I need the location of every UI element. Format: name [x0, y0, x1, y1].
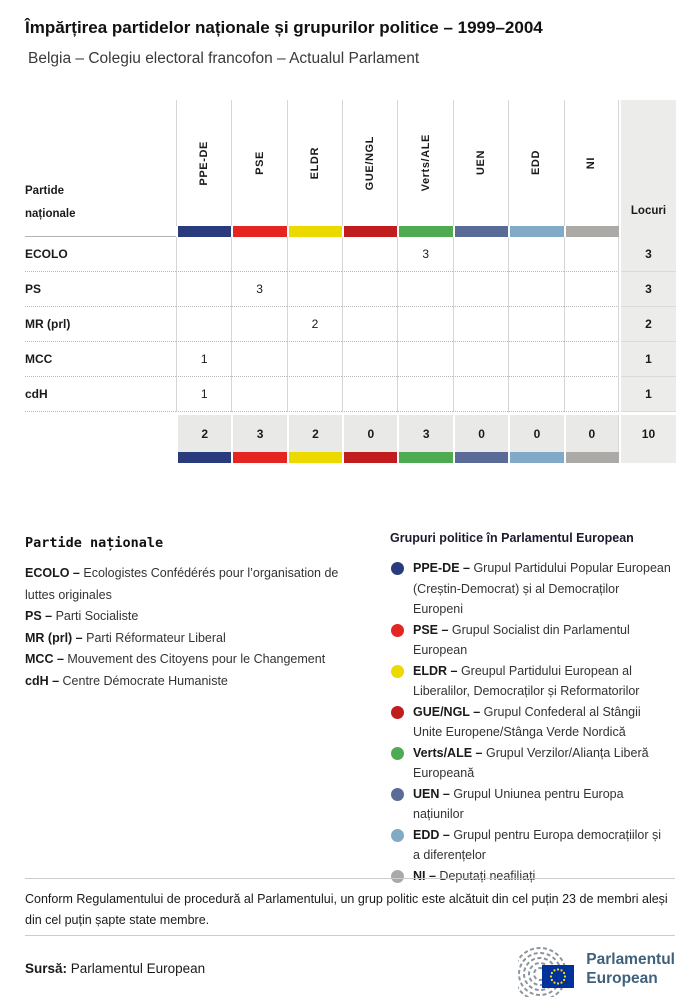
group-desc: Greupul Partidului European al Liberalilor, Democraților și Reformatorilor [413, 663, 640, 698]
party-desc: Ecologistes Confédérés pour l’organisation de luttes originales [25, 566, 339, 602]
column-header-gue-ngl [342, 100, 397, 226]
group-color-bar [508, 452, 563, 463]
locuri-cell: 2 [621, 307, 676, 342]
table-row [25, 342, 676, 377]
seat-cell [342, 342, 397, 377]
group-color-bar [453, 452, 508, 463]
seat-cell [564, 237, 619, 272]
party-desc: Mouvement des Citoyens pour le Changement [67, 652, 326, 666]
group-color-dot [391, 829, 404, 842]
table-row [25, 237, 676, 272]
group-abbr: EDD – [413, 827, 450, 842]
table-row [25, 272, 676, 307]
group-desc: Grupul Verzilor/Alianța Liberă Europeană [413, 745, 649, 780]
group-color-bar [287, 226, 342, 237]
group-legend-heading: Grupuri politice în Parlamentul European [390, 531, 634, 545]
seat-cell [397, 377, 452, 412]
locuri-cell: 1 [621, 377, 676, 412]
seat-cell [508, 377, 563, 412]
party-desc: Centre Démocrate Humaniste [62, 673, 228, 688]
seat-cell [287, 237, 342, 272]
header-color-bars [25, 226, 676, 237]
page-subtitle: Belgia – Colegiu electoral francofon – Actualul Parlament [28, 50, 420, 67]
column-header-uen [453, 100, 508, 226]
total-locuri-cell: 10 [621, 415, 676, 452]
table-row [25, 377, 676, 412]
totals-row [25, 415, 676, 452]
group-abbr: GUE/NGL – [413, 704, 481, 719]
group-color-bar [342, 452, 397, 463]
party-abbr: MCC – [25, 652, 64, 666]
row-label: MR (prl) [25, 307, 176, 342]
group-color-bar [508, 226, 563, 237]
group-color-bar [397, 452, 452, 463]
column-header-label: PSE [253, 151, 266, 175]
party-desc: Parti Socialiste [55, 609, 139, 623]
seat-cell [342, 272, 397, 307]
legend-item [390, 743, 678, 784]
left-header-label: Partide naționale [25, 185, 76, 220]
legend-item [390, 702, 678, 743]
seat-cell [397, 272, 452, 307]
source [25, 961, 205, 976]
source-label: Sursă: [25, 961, 68, 976]
seat-cell [397, 342, 452, 377]
locuri-column-fill [621, 452, 676, 463]
ep-logo-line2: European [586, 969, 658, 987]
row-label: MCC [25, 342, 176, 377]
column-header-eldr [287, 100, 342, 226]
locuri-header-cell: Locuri [621, 100, 676, 226]
seat-cell [342, 237, 397, 272]
ep-logo-line1: Parlamentul [586, 950, 675, 968]
seat-cell [231, 307, 286, 342]
group-color-bar [564, 452, 619, 463]
page-title: Împărțirea partidelor naționale și grupurilor politice – 1999–2004 [25, 18, 543, 37]
column-header-label: EDD [530, 150, 543, 176]
group-color-bar [176, 452, 231, 463]
group-legend [390, 531, 678, 886]
seat-cell [564, 272, 619, 307]
seat-cell [508, 342, 563, 377]
footer [25, 935, 675, 1001]
group-desc: Grupul Confederal al Stângii Unite Europene/Stânga Verde Nordică [413, 704, 641, 739]
party-desc: Parti Réformateur Liberal [86, 630, 226, 645]
totals-spacer [25, 415, 176, 452]
total-cell: 2 [176, 415, 231, 452]
group-color-dot [391, 706, 404, 719]
legend-item [390, 825, 678, 866]
party-abbr: cdH – [25, 673, 60, 688]
locuri-cell: 3 [621, 272, 676, 307]
group-color-dot [391, 747, 404, 760]
legend-item [390, 661, 678, 702]
group-color-bar [397, 226, 452, 237]
seat-cell [342, 307, 397, 342]
seat-cell [287, 342, 342, 377]
group-abbr: UEN – [413, 786, 450, 801]
row-label: ECOLO [25, 237, 176, 272]
legend-item [390, 558, 678, 620]
left-header-cell [25, 100, 176, 226]
footer-color-bars [25, 452, 676, 463]
table-header-row [25, 100, 676, 226]
legend-item [390, 620, 678, 661]
column-header-label: GUE/NGL [364, 135, 377, 191]
seat-cell: 3 [231, 272, 286, 307]
legend-item [25, 628, 365, 650]
seat-cell: 1 [176, 342, 231, 377]
group-desc: Grupul Uniunea pentru Europa națiunilor [413, 786, 624, 821]
seat-cell [287, 272, 342, 307]
party-abbr: MR (prl) – [25, 630, 83, 645]
seat-cell [342, 377, 397, 412]
column-header-label: ELDR [308, 146, 321, 180]
seat-cell [176, 237, 231, 272]
group-color-bar [564, 226, 619, 237]
group-abbr: PSE – [413, 622, 449, 637]
group-color-bar [342, 226, 397, 237]
group-color-dot [391, 624, 404, 637]
total-cell: 3 [397, 415, 452, 452]
group-color-bar [176, 226, 231, 237]
total-cell: 0 [508, 415, 563, 452]
seat-cell [231, 342, 286, 377]
column-header-label: Verts/ALE [419, 134, 432, 192]
total-cell: 0 [564, 415, 619, 452]
legend-item [25, 671, 365, 693]
seat-cell [508, 237, 563, 272]
seat-cell [453, 272, 508, 307]
seat-cell [176, 307, 231, 342]
group-desc: Grupul pentru Europa democrațiilor și a diferențelor [413, 827, 662, 862]
total-cell: 0 [453, 415, 508, 452]
party-abbr: PS – [25, 609, 53, 623]
seat-cell [508, 307, 563, 342]
seat-cell [453, 342, 508, 377]
seat-cell [397, 307, 452, 342]
group-desc: Grupul Socialist din Parlamentul European [413, 622, 630, 657]
group-color-dot [391, 665, 404, 678]
group-abbr: NI – [413, 868, 436, 883]
legend-item [390, 784, 678, 825]
seat-cell [231, 237, 286, 272]
column-header-ni [564, 100, 619, 226]
seat-cell [564, 377, 619, 412]
locuri-cell: 3 [621, 237, 676, 272]
ep-logo [518, 941, 675, 997]
legend-item [25, 649, 365, 671]
locuri-cell: 1 [621, 342, 676, 377]
column-header-label: UEN [475, 150, 488, 176]
column-header-verts-ale [397, 100, 452, 226]
seat-cell: 3 [397, 237, 452, 272]
seat-cell [287, 377, 342, 412]
row-label: PS [25, 272, 176, 307]
column-header-ppe-de [176, 100, 231, 226]
ep-logo-text [586, 950, 675, 988]
footer-bar-spacer [25, 452, 176, 463]
group-color-dot [391, 562, 404, 575]
source-text: Parlamentul European [70, 961, 206, 976]
group-color-dot [391, 788, 404, 801]
seat-cell [564, 307, 619, 342]
seat-cell [453, 307, 508, 342]
group-abbr: Verts/ALE – [413, 745, 483, 760]
seat-cell: 2 [287, 307, 342, 342]
group-abbr: PPE-DE – [413, 561, 470, 575]
group-desc: Deputați neafiliați [439, 868, 536, 883]
total-cell: 2 [287, 415, 342, 452]
group-color-bar [231, 226, 286, 237]
seat-cell [176, 272, 231, 307]
column-header-label: NI [585, 156, 598, 170]
footnote: Conform Regulamentului de procedură al Parlamentului, un grup politic este alcătuit din cel puțin 23 de membri aleși din cel puțin șapte state membre. [25, 878, 675, 931]
group-color-bar [453, 226, 508, 237]
party-legend-heading: Partide naționale [25, 535, 164, 551]
group-desc: Grupul Partidului Popular European (Creștin-Democrat) și al Democraților Europeni [413, 561, 671, 616]
seat-cell [453, 377, 508, 412]
party-legend [25, 535, 365, 692]
seats-table [25, 100, 676, 463]
total-cell: 0 [342, 415, 397, 452]
party-abbr: ECOLO – [25, 566, 80, 580]
column-header-label: PPE-DE [198, 140, 211, 186]
legend-item [25, 606, 365, 628]
header-underline [25, 226, 176, 237]
seat-cell [453, 237, 508, 272]
group-color-bar [231, 452, 286, 463]
column-header-pse [231, 100, 286, 226]
column-header-edd [508, 100, 563, 226]
legend-item [25, 563, 365, 606]
row-label: cdH [25, 377, 176, 412]
seat-cell [231, 377, 286, 412]
total-cell: 3 [231, 415, 286, 452]
seat-cell [508, 272, 563, 307]
locuri-column-fill [621, 226, 676, 237]
seat-cell [564, 342, 619, 377]
ep-hemicycle-icon [518, 941, 576, 997]
group-abbr: ELDR – [413, 663, 458, 678]
seat-cell: 1 [176, 377, 231, 412]
table-row [25, 307, 676, 342]
group-color-bar [287, 452, 342, 463]
